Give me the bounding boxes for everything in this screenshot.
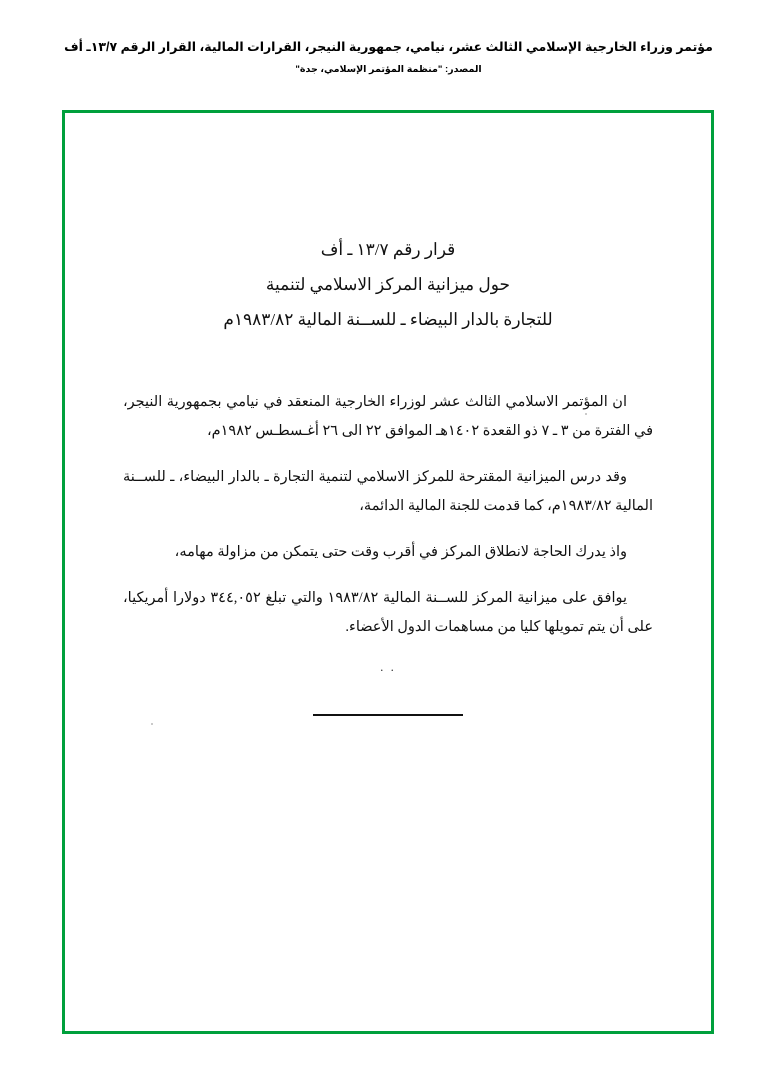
frame-content — [65, 113, 711, 1031]
scan-speck — [151, 723, 153, 725]
resolution-body — [123, 388, 653, 675]
resolution-subject-line-2: للتجارة بالدار البيضاء ـ للســنة المالية ١٩٨٣/٨٢م — [223, 309, 553, 329]
resolution-title-block — [123, 233, 653, 338]
document-header — [0, 0, 777, 77]
dots-mark: . . — [380, 658, 396, 674]
closing-horizontal-rule — [313, 714, 463, 716]
body-paragraph-3: واذ يدرك الحاجة لانطلاق المركز في أقرب وقت حتى يتمكن من مزاولة مهامه، — [174, 543, 627, 560]
body-paragraph-1: ان المؤتمر الاسلامي الثالث عشر لوزراء الخارجية المنعقد في نيامي بجمهورية النيجر، في الفترة من ٣ ـ ٧ ذو القعدة ١٤٠٢هـ الموافق ٢٢ الى ٢٦ أغـسطـس ١٩٨٢م، — [123, 393, 653, 439]
resolution-subject-line-1: حول ميزانية المركز الاسلامي لتنمية — [265, 274, 511, 294]
body-paragraph-2: وقد درس الميزانية المقترحة للمركز الاسلامي لتنمية التجارة ـ بالدار البيضاء، ـ للســنة المالية ١٩٨٣/٨٢م، كما قدمت للجنة المالية الدائمة، — [123, 468, 653, 514]
resolution-number: قرار رقم ١٣/٧ ـ أف — [320, 240, 456, 259]
closing-rule-wrapper — [123, 703, 653, 721]
scan-speck — [585, 413, 587, 415]
body-paragraph-4: يوافق على ميزانية المركز للســنة المالية ١٩٨٣/٨٢ والتي تبلغ ٣٤٤,٠٥٢ دولارا أمريكيا، على أن يتم تمويلها كليا من مساهمات الدول الأعضاء. — [123, 589, 653, 635]
green-page-frame — [62, 110, 714, 1034]
header-source-line: المصدر: "منظمة المؤتمر الإسلامي، جدة" — [295, 63, 482, 75]
header-title-line: مؤتمر وزراء الخارجية الإسلامي الثالث عشر، نيامي، جمهورية النيجر، القرارات المالية، القرار الرقم ١٣/٧ـ أف — [64, 40, 713, 54]
